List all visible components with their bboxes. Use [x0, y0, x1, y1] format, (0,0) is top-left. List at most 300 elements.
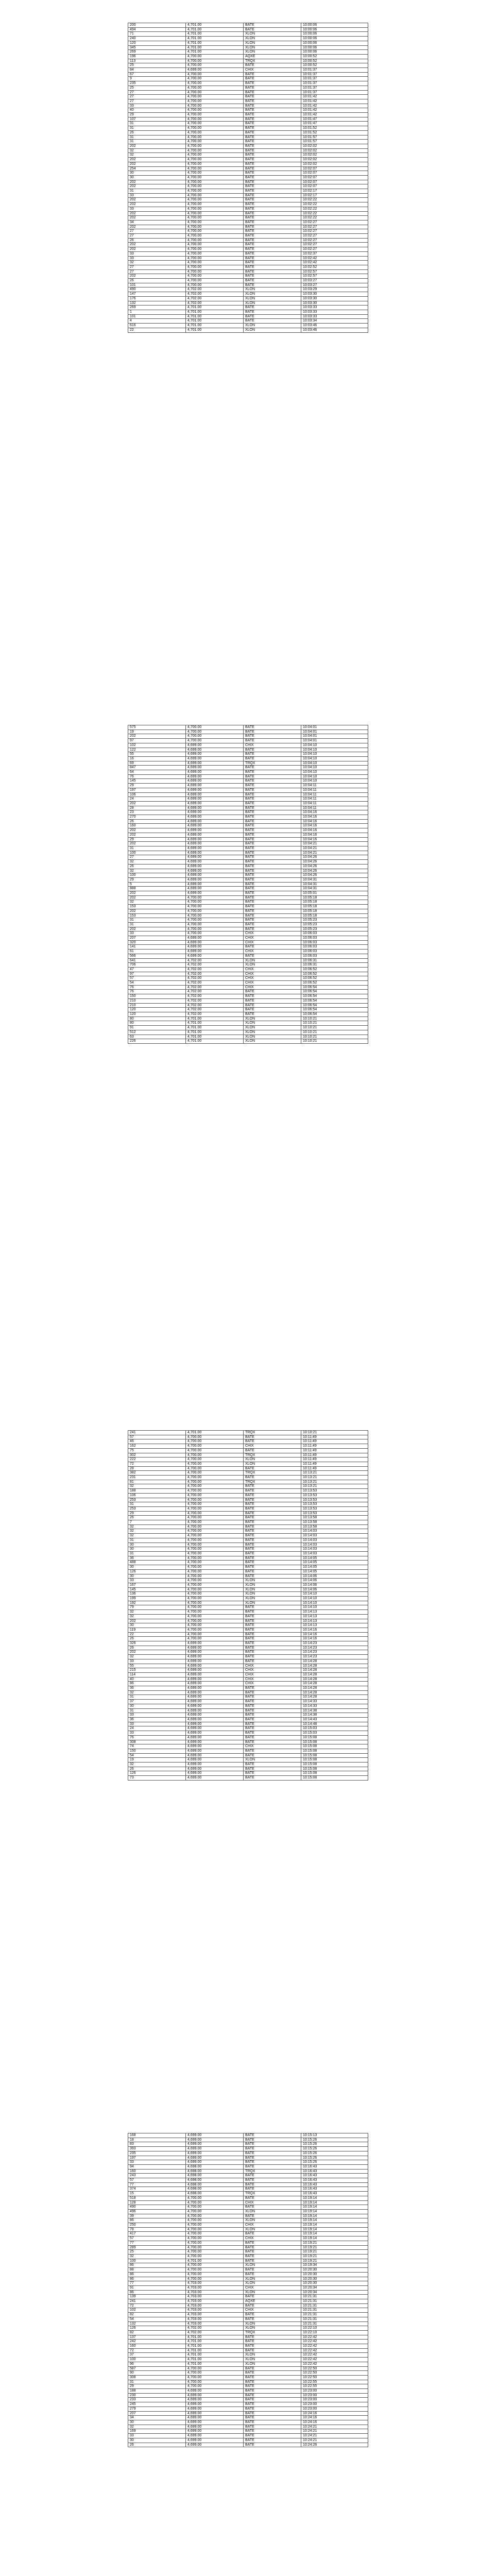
price-cell: 4,700.00: [186, 734, 244, 739]
venue-cell: BATE: [244, 1619, 301, 1623]
volume-cell: 512: [128, 1030, 186, 1035]
venue-cell: BATE: [244, 2187, 301, 2192]
venue-cell: BATE: [244, 189, 301, 194]
volume-cell: 18: [128, 2138, 186, 2142]
table-row: [128, 1776, 368, 1781]
table-row: [128, 306, 368, 310]
price-cell: 4,700.00: [186, 2218, 244, 2223]
time-cell: 10:02:57: [301, 269, 368, 274]
time-cell: 10:20:30: [301, 2272, 368, 2277]
volume-cell: 72: [128, 2303, 186, 2308]
venue-cell: CHIX: [244, 1744, 301, 1749]
table-row: [128, 864, 368, 869]
volume-cell: 78: [128, 2227, 186, 2232]
price-cell: 4,700.00: [186, 153, 244, 158]
price-cell: 4,700.00: [186, 1619, 244, 1623]
time-cell: 10:22:50: [301, 2375, 368, 2380]
volume-cell: 253: [128, 1498, 186, 1502]
table-row: [128, 900, 368, 905]
time-cell: 10:16:43: [301, 2192, 368, 2196]
venue-cell: BATE: [244, 734, 301, 739]
venue-cell: BATE: [244, 2164, 301, 2169]
price-cell: 4,700.00: [186, 283, 244, 287]
price-cell: 4,699.00: [186, 1646, 244, 1650]
table-row: [128, 1520, 368, 1525]
price-cell: 4,700.00: [186, 2268, 244, 2273]
volume-cell: 97: [128, 739, 186, 743]
table-row: [128, 1551, 368, 1556]
venue-cell: BATE: [244, 1718, 301, 1722]
volume-cell: 494: [128, 27, 186, 32]
venue-cell: BATE: [244, 184, 301, 189]
venue-cell: BATE: [244, 113, 301, 117]
volume-cell: 30: [128, 171, 186, 176]
time-cell: 10:04:01: [301, 739, 368, 743]
table-row: [128, 81, 368, 86]
table-row: [128, 1484, 368, 1489]
table-row: [128, 261, 368, 265]
venue-cell: BATE: [244, 1476, 301, 1480]
table-row: [128, 54, 368, 59]
table-row: [128, 148, 368, 153]
time-cell: 10:04:11: [301, 792, 368, 797]
venue-cell: BATE: [244, 1569, 301, 1574]
time-cell: 10:20:30: [301, 2268, 368, 2273]
time-cell: 10:22:42: [301, 2358, 368, 2362]
volume-cell: 57: [128, 1435, 186, 1439]
time-cell: 10:19:21: [301, 2254, 368, 2259]
volume-cell: 32: [128, 1529, 186, 1534]
venue-cell: CHIX: [244, 1672, 301, 1677]
volume-cell: 80: [128, 1016, 186, 1021]
time-cell: 10:02:07: [301, 175, 368, 180]
table-row: [128, 1583, 368, 1587]
time-cell: 10:15:08: [301, 1740, 368, 1744]
volume-cell: 120: [128, 1012, 186, 1017]
volume-cell: 71: [128, 32, 186, 37]
volume-cell: 202: [128, 1619, 186, 1623]
volume-cell: 32: [128, 1762, 186, 1767]
venue-cell: BATE: [244, 140, 301, 144]
price-cell: 4,699.00: [186, 846, 244, 851]
price-cell: 4,700.00: [186, 1458, 244, 1462]
table-row: [128, 918, 368, 923]
venue-cell: BATE: [244, 314, 301, 319]
time-cell: 10:24:21: [301, 2434, 368, 2438]
price-cell: 4,700.00: [186, 175, 244, 180]
table-row: [128, 2375, 368, 2380]
time-cell: 10:14:10: [301, 1605, 368, 1610]
venue-cell: BATE: [244, 175, 301, 180]
price-cell: 4,698.00: [186, 2182, 244, 2187]
venue-cell: BATE: [244, 2232, 301, 2236]
venue-cell: XLON: [244, 1039, 301, 1044]
volume-cell: 210: [128, 998, 186, 1003]
table-row: [128, 2434, 368, 2438]
venue-cell: BATE: [244, 1686, 301, 1691]
table-row: [128, 2192, 368, 2196]
price-cell: 4,700.00: [186, 1587, 244, 1592]
price-cell: 4,699.00: [186, 2416, 244, 2420]
table-row: [128, 1601, 368, 1605]
time-cell: 10:22:10: [301, 2326, 368, 2331]
volume-cell: 30: [128, 2438, 186, 2443]
time-cell: 10:14:23: [301, 1655, 368, 1659]
table-row: [128, 998, 368, 1003]
volume-cell: 32: [128, 1534, 186, 1538]
table-row: [128, 314, 368, 319]
price-cell: 4,700.00: [186, 108, 244, 113]
trade-table: [128, 1430, 368, 1781]
volume-cell: 76: [128, 774, 186, 779]
time-cell: 10:04:11: [301, 788, 368, 792]
table-row: [128, 2317, 368, 2321]
time-cell: 10:04:01: [301, 730, 368, 734]
price-cell: 4,700.00: [186, 77, 244, 81]
price-cell: 4,700.00: [186, 1435, 244, 1439]
volume-cell: 54: [128, 981, 186, 986]
venue-cell: BATE: [244, 269, 301, 274]
volume-cell: 120: [128, 1008, 186, 1012]
volume-cell: 32: [128, 1614, 186, 1619]
time-cell: 10:14:05: [301, 1565, 368, 1570]
table-row: [128, 877, 368, 882]
table-row: [128, 1448, 368, 1453]
time-cell: 10:02:42: [301, 261, 368, 265]
table-row: [128, 788, 368, 792]
table-row: [128, 1543, 368, 1547]
price-cell: 4,700.00: [186, 180, 244, 184]
volume-cell: 31: [128, 189, 186, 194]
price-cell: 4,700.00: [186, 1448, 244, 1453]
time-cell: 10:11:49: [301, 1458, 368, 1462]
table-row: [128, 837, 368, 842]
price-cell: 4,700.00: [186, 279, 244, 283]
table-row: [128, 869, 368, 873]
table-row: [128, 1726, 368, 1731]
table-row: [128, 2236, 368, 2241]
volume-cell: 100: [128, 851, 186, 855]
price-cell: 4,702.00: [186, 963, 244, 968]
venue-cell: XLON: [244, 301, 301, 306]
time-cell: 10:03:27: [301, 279, 368, 283]
venue-cell: XLON: [244, 41, 301, 45]
volume-cell: 488: [128, 1561, 186, 1565]
venue-cell: BATE: [244, 2425, 301, 2429]
volume-cell: 30: [128, 1704, 186, 1708]
volume-cell: 226: [128, 1039, 186, 1044]
time-cell: 10:16:43: [301, 2169, 368, 2174]
volume-cell: 202: [128, 162, 186, 166]
time-cell: 10:14:16: [301, 1628, 368, 1632]
venue-cell: BATE: [244, 234, 301, 239]
time-cell: 10:01:42: [301, 108, 368, 113]
volume-cell: 107: [128, 117, 186, 122]
volume-cell: 326: [128, 1641, 186, 1646]
price-cell: 4,702.00: [186, 990, 244, 994]
volume-cell: 29: [128, 2384, 186, 2389]
time-cell: 10:06:54: [301, 1003, 368, 1008]
volume-cell: 33: [128, 207, 186, 211]
volume-cell: 33: [128, 193, 186, 198]
volume-cell: 27: [128, 265, 186, 269]
time-cell: 10:24:26: [301, 2443, 368, 2447]
volume-cell: 26: [128, 1767, 186, 1771]
price-cell: 4,699.00: [186, 828, 244, 833]
price-cell: 4,699.00: [186, 869, 244, 873]
table-row: [128, 95, 368, 99]
price-cell: 4,700.00: [186, 1610, 244, 1615]
time-cell: 10:13:58: [301, 1516, 368, 1520]
venue-cell: BATE: [244, 2214, 301, 2218]
price-cell: 4,700.00: [186, 2263, 244, 2268]
time-cell: 10:14:10: [301, 1597, 368, 1601]
venue-cell: XLON: [244, 963, 301, 968]
table-row: [128, 1506, 368, 1511]
time-cell: 10:14:10: [301, 1601, 368, 1605]
time-cell: 10:04:10: [301, 770, 368, 775]
price-cell: 4,699.00: [186, 887, 244, 891]
time-cell: 10:00:06: [301, 37, 368, 41]
time-cell: 10:10:21: [301, 1039, 368, 1044]
venue-cell: XLON: [244, 2321, 301, 2326]
venue-cell: BATE: [244, 842, 301, 846]
price-cell: 4,699.00: [186, 815, 244, 820]
time-cell: 10:01:37: [301, 90, 368, 95]
table-row: [128, 2147, 368, 2151]
table-row: [128, 913, 368, 918]
venue-cell: BATE: [244, 104, 301, 108]
price-cell: 4,699.00: [186, 1708, 244, 1713]
volume-cell: 27: [128, 95, 186, 99]
price-cell: 4,700.00: [186, 1569, 244, 1574]
venue-cell: TRQX: [244, 59, 301, 63]
table-row: [128, 1682, 368, 1686]
table-row: [128, 59, 368, 63]
venue-cell: BATE: [244, 1771, 301, 1776]
table-row: [128, 279, 368, 283]
price-cell: 4,700.00: [186, 269, 244, 274]
price-cell: 4,700.00: [186, 1489, 244, 1494]
price-cell: 4,700.00: [186, 130, 244, 135]
volume-cell: 40: [128, 108, 186, 113]
time-cell: 10:06:54: [301, 998, 368, 1003]
volume-cell: 96: [128, 2362, 186, 2366]
venue-cell: BATE: [244, 945, 301, 950]
venue-cell: BATE: [244, 1704, 301, 1708]
price-cell: 4,699.00: [186, 1749, 244, 1753]
price-cell: 4,699.00: [186, 784, 244, 788]
price-cell: 4,701.00: [186, 45, 244, 50]
table-row: [128, 2384, 368, 2389]
volume-cell: 31: [128, 1708, 186, 1713]
price-cell: 4,699.00: [186, 940, 244, 945]
time-cell: 10:15:26: [301, 2160, 368, 2165]
table-row: [128, 2290, 368, 2295]
venue-cell: BATE: [244, 2420, 301, 2425]
table-row: [128, 1489, 368, 1494]
venue-cell: BATE: [244, 1767, 301, 1771]
price-cell: 4,699.00: [186, 1664, 244, 1668]
venue-cell: XLON: [244, 2277, 301, 2281]
volume-cell: 46: [128, 1439, 186, 1444]
venue-cell: BATE: [244, 2147, 301, 2151]
price-cell: 4,699.00: [186, 950, 244, 954]
volume-cell: 30: [128, 1623, 186, 1628]
price-cell: 4,700.00: [186, 229, 244, 234]
table-row: [128, 940, 368, 945]
price-cell: 4,699.00: [186, 68, 244, 73]
price-cell: 4,700.00: [186, 2272, 244, 2277]
venue-cell: XLON: [244, 1030, 301, 1035]
time-cell: 10:06:03: [301, 945, 368, 950]
venue-cell: TRQX: [244, 2330, 301, 2335]
time-cell: 10:02:02: [301, 158, 368, 162]
venue-cell: BATE: [244, 1776, 301, 1781]
time-cell: 10:00:06: [301, 32, 368, 37]
table-row: [128, 766, 368, 770]
price-cell: 4,700.00: [186, 140, 244, 144]
volume-cell: 33: [128, 1659, 186, 1664]
volume-cell: 253: [128, 1506, 186, 1511]
table-row: [128, 1016, 368, 1021]
volume-cell: 254: [128, 166, 186, 171]
price-cell: 4,699.00: [186, 761, 244, 766]
price-cell: 4,703.00: [186, 2321, 244, 2326]
venue-cell: BATE: [244, 873, 301, 878]
table-row: [128, 792, 368, 797]
time-cell: 10:10:21: [301, 1026, 368, 1030]
volume-cell: 77: [128, 2281, 186, 2286]
time-cell: 10:03:33: [301, 314, 368, 319]
venue-cell: BATE: [244, 882, 301, 887]
venue-cell: BATE: [244, 126, 301, 131]
price-cell: 4,699.00: [186, 954, 244, 958]
table-row: [128, 283, 368, 287]
volume-cell: 32: [128, 2425, 186, 2429]
price-cell: 4,700.00: [186, 2209, 244, 2214]
venue-cell: BATE: [244, 1749, 301, 1753]
volume-cell: 27: [128, 269, 186, 274]
venue-cell: BATE: [244, 766, 301, 770]
price-cell: 4,700.00: [186, 211, 244, 216]
time-cell: 10:14:05: [301, 1569, 368, 1574]
venue-cell: BATE: [244, 1740, 301, 1744]
table-row: [128, 2227, 368, 2232]
volume-cell: 26: [128, 279, 186, 283]
price-cell: 4,699.00: [186, 1672, 244, 1677]
time-cell: 10:04:01: [301, 725, 368, 730]
time-cell: 10:10:21: [301, 1016, 368, 1021]
price-cell: 4,702.00: [186, 981, 244, 986]
time-cell: 10:22:55: [301, 2384, 368, 2389]
time-cell: 10:15:08: [301, 1735, 368, 1740]
table-row: [128, 761, 368, 766]
table-row: [128, 2178, 368, 2183]
table-row: [128, 1605, 368, 1610]
table-row: [128, 2209, 368, 2214]
venue-cell: BATE: [244, 748, 301, 752]
price-cell: 4,701.00: [186, 23, 244, 28]
price-cell: 4,700.00: [186, 135, 244, 140]
time-cell: 10:19:21: [301, 2250, 368, 2255]
table-row: [128, 243, 368, 247]
volume-cell: 23: [128, 810, 186, 815]
venue-cell: BATE: [244, 2303, 301, 2308]
venue-cell: BATE: [244, 2138, 301, 2142]
venue-cell: BATE: [244, 774, 301, 779]
venue-cell: BATE: [244, 860, 301, 865]
table-row: [128, 945, 368, 950]
price-cell: 4,701.00: [186, 306, 244, 310]
time-cell: 10:24:16: [301, 2420, 368, 2425]
table-row: [128, 779, 368, 784]
time-cell: 10:06:54: [301, 985, 368, 990]
table-row: [128, 1579, 368, 1583]
venue-cell: BATE: [244, 1708, 301, 1713]
time-cell: 10:15:08: [301, 1762, 368, 1767]
time-cell: 10:14:16: [301, 1637, 368, 1641]
trade-table-page-2: [128, 725, 368, 1044]
venue-cell: BATE: [244, 1529, 301, 1534]
table-row: [128, 1453, 368, 1458]
venue-cell: XLON: [244, 324, 301, 328]
price-cell: 4,700.00: [186, 927, 244, 931]
table-row: [128, 117, 368, 122]
volume-cell: 29: [128, 784, 186, 788]
trade-table-page-4: [128, 2133, 368, 2447]
volume-cell: 31: [128, 1538, 186, 1543]
table-row: [128, 2142, 368, 2147]
table-row: [128, 2295, 368, 2299]
time-cell: 10:15:13: [301, 2133, 368, 2138]
venue-cell: BATE: [244, 1493, 301, 1498]
time-cell: 10:05:18: [301, 909, 368, 913]
price-cell: 4,699.00: [186, 1762, 244, 1767]
price-cell: 4,700.00: [186, 171, 244, 176]
time-cell: 10:21:31: [301, 2313, 368, 2317]
time-cell: 10:04:10: [301, 743, 368, 748]
venue-cell: BATE: [244, 846, 301, 851]
table-row: [128, 86, 368, 90]
volume-cell: 150: [128, 994, 186, 999]
price-cell: 4,700.00: [186, 144, 244, 148]
price-cell: 4,699.00: [186, 1767, 244, 1771]
price-cell: 4,700.00: [186, 1466, 244, 1471]
venue-cell: BATE: [244, 225, 301, 229]
venue-cell: CHIX: [244, 1682, 301, 1686]
price-cell: 4,700.00: [186, 2245, 244, 2250]
price-cell: 4,700.00: [186, 1439, 244, 1444]
volume-cell: 160: [128, 2169, 186, 2174]
venue-cell: BATE: [244, 1735, 301, 1740]
time-cell: 10:15:08: [301, 1776, 368, 1781]
volume-cell: 32: [128, 860, 186, 865]
table-row: [128, 1655, 368, 1659]
price-cell: 4,702.00: [186, 967, 244, 972]
venue-cell: XLON: [244, 2209, 301, 2214]
time-cell: 10:15:08: [301, 1767, 368, 1771]
volume-cell: 202: [128, 833, 186, 837]
venue-cell: BATE: [244, 2160, 301, 2165]
price-cell: 4,700.00: [186, 1480, 244, 1484]
table-row: [128, 1587, 368, 1592]
table-row: [128, 1623, 368, 1628]
volume-cell: 270: [128, 815, 186, 820]
volume-cell: 37: [128, 2353, 186, 2358]
venue-cell: BATE: [244, 1659, 301, 1664]
price-cell: 4,700.00: [186, 2277, 244, 2281]
